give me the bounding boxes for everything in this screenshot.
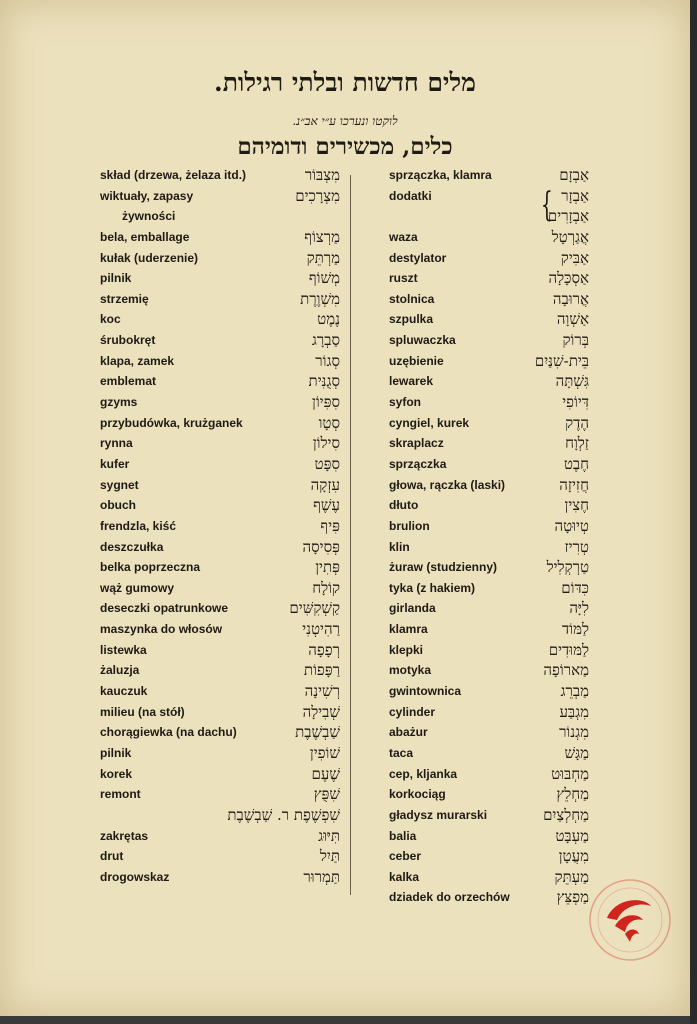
glossary-entry — [389, 517, 589, 538]
brace-symbol: { — [540, 185, 553, 225]
glossary-entry — [100, 414, 340, 435]
glossary-entry — [389, 579, 589, 600]
polish-term: gwintownica — [389, 684, 461, 699]
polish-term: taca — [389, 745, 414, 760]
hebrew-term: הֶדֶק — [565, 413, 589, 432]
glossary-entry — [389, 620, 589, 641]
hebrew-term: מַחְלֵץ — [556, 785, 589, 804]
polish-term: korek — [100, 766, 133, 781]
glossary-entry — [389, 765, 589, 786]
library-stamp-icon — [585, 870, 675, 970]
polish-term: lewarek — [389, 374, 434, 389]
glossary-entry — [100, 496, 340, 517]
glossary-entry — [389, 187, 589, 208]
glossary-entry — [389, 723, 589, 744]
hebrew-term: מַחְבּוּט — [551, 764, 589, 783]
hebrew-term: נֶמֶט — [317, 310, 340, 329]
glossary-entry — [100, 310, 340, 331]
polish-term: drut — [100, 849, 124, 864]
polish-term: dodatki — [389, 188, 432, 203]
polish-term: klepki — [389, 642, 424, 657]
glossary-entry — [100, 352, 340, 373]
hebrew-term: טַרְקְלִיל — [546, 558, 589, 577]
hebrew-term: מַחְלְצַיִם — [543, 805, 589, 824]
polish-term: drogowskaz — [100, 869, 170, 884]
column-divider — [350, 175, 351, 895]
polish-term: kalka — [389, 869, 420, 884]
hebrew-term: פְּתִין — [315, 558, 340, 577]
hebrew-term: מִגְנוֹר — [559, 723, 589, 742]
glossary-entry — [100, 269, 340, 290]
hebrew-term: אַבְזָם — [559, 166, 589, 184]
polish-term: deseczki opatrunkowe — [100, 601, 229, 616]
polish-term: balia — [389, 828, 417, 843]
polish-term: spluwaczka — [389, 333, 456, 348]
polish-term: tyka (z hakiem) — [389, 580, 476, 595]
glossary-entry — [389, 641, 589, 662]
glossary-entry — [389, 868, 589, 889]
hebrew-term: מַרְתֵּק — [306, 248, 340, 267]
hebrew-term: פִּיף — [320, 516, 340, 535]
polish-term: destylator — [389, 250, 447, 265]
glossary-entry — [389, 661, 589, 682]
hebrew-term: רַהִיטְנִי — [302, 620, 340, 639]
glossary-entry — [389, 455, 589, 476]
glossary-entry — [389, 290, 589, 311]
hebrew-term: כִּדּוֹם — [561, 578, 589, 597]
hebrew-term: טְיוּטָה — [554, 516, 589, 535]
polish-term: kauczuk — [100, 684, 148, 699]
hebrew-term: שְׁבִילָה — [302, 702, 340, 721]
section-title: כלים, מכשירים ודומיהם — [237, 133, 453, 160]
hebrew-term: תַּמְרוּר — [303, 867, 340, 886]
polish-term: stolnica — [389, 291, 435, 306]
glossary-entry — [100, 331, 340, 352]
glossary-entry — [389, 228, 589, 249]
glossary-entry — [100, 207, 340, 228]
polish-term: wąż gumowy — [100, 580, 175, 595]
polish-term: gładysz murarski — [389, 807, 488, 822]
hebrew-term: מַפְצֵּץ — [556, 888, 589, 907]
hebrew-term: מְשׁוֹף — [308, 269, 340, 288]
hebrew-term: אַבְזָר — [561, 186, 589, 205]
polish-term: belka poprzeczna — [100, 560, 201, 575]
glossary-entry — [100, 827, 340, 848]
polish-term: śrubokręt — [100, 333, 156, 348]
hebrew-term: שֶׁעֶם — [311, 764, 340, 783]
hebrew-term: מַעְתֵּק — [554, 867, 589, 886]
polish-term: ruszt — [389, 271, 418, 286]
glossary-entry — [389, 888, 589, 909]
hebrew-term: דִּיוֹפִי — [562, 393, 589, 412]
hebrew-term: מַגָּשׁ — [564, 743, 589, 762]
glossary-entry — [100, 723, 340, 744]
polish-term: dziadek do orzechów — [389, 890, 510, 905]
hebrew-term: תִּיּוּג — [318, 826, 340, 845]
glossary-entry — [100, 847, 340, 868]
glossary-entry — [100, 372, 340, 393]
polish-term: żaluzja — [100, 663, 140, 678]
hebrew-term: לַמּוּדִים — [548, 640, 589, 659]
polish-term: sygnet — [100, 477, 139, 492]
polish-term: kułak (uderzenie) — [100, 250, 199, 265]
polish-term: syfon — [389, 395, 422, 410]
polish-term: milieu (na stół) — [100, 704, 185, 719]
glossary-entry — [389, 744, 589, 765]
hebrew-term: זַלְוָח — [565, 434, 589, 453]
hebrew-term: אַסְכָּלָה — [548, 269, 589, 288]
hebrew-term: מַארוֹפָה — [543, 661, 589, 680]
glossary-entry — [389, 372, 589, 393]
hebrew-term: חֶצִין — [564, 496, 589, 515]
polish-term: żywności — [122, 209, 176, 224]
hebrew-term: תַּיִל — [319, 847, 340, 866]
polish-term: dłuto — [389, 498, 419, 513]
hebrew-term: סְגֻנִּית — [308, 372, 340, 391]
polish-term: klamra — [389, 622, 428, 637]
glossary-entry — [389, 434, 589, 455]
glossary-entry — [389, 166, 589, 187]
glossary-entry — [100, 517, 340, 538]
polish-term: kufer — [100, 456, 130, 471]
hebrew-term: אַבְזָרִים — [547, 207, 589, 226]
polish-term: pilnik — [100, 745, 132, 760]
right-column — [389, 166, 589, 909]
glossary-entry — [389, 414, 589, 435]
polish-term: wiktuały, zapasy — [100, 188, 194, 203]
hebrew-term: סִפָּט — [314, 454, 340, 473]
hebrew-term: בֵּית-שִׁנַּיִם — [534, 351, 589, 370]
hebrew-term: אַבִּיק — [560, 248, 589, 267]
glossary-entry — [389, 310, 589, 331]
hebrew-term: מִצְבּוֹר — [304, 166, 340, 184]
glossary-entry — [389, 269, 589, 290]
polish-term: abażur — [389, 725, 428, 740]
polish-term: maszynka do włosów — [100, 622, 223, 637]
hebrew-term: גִּשְׁתָּה — [555, 372, 589, 391]
left-column — [100, 166, 340, 888]
hebrew-term: בְּרוֹק — [562, 331, 589, 350]
glossary-entry — [100, 579, 340, 600]
glossary-entry — [100, 661, 340, 682]
hebrew-term: מִגְבַּע — [559, 702, 589, 721]
glossary-entry — [100, 455, 340, 476]
hebrew-term: אַשְׁוָה — [556, 310, 589, 329]
polish-term: zakrętas — [100, 828, 149, 843]
hebrew-term: קוֹלָח — [312, 578, 340, 597]
polish-term: uzębienie — [389, 353, 444, 368]
hebrew-term: לִיָּה — [569, 599, 589, 618]
glossary-entry — [389, 207, 589, 228]
polish-term: listewka — [100, 642, 147, 657]
polish-term: gzyms — [100, 395, 138, 410]
hebrew-term: רְפָפָה — [308, 640, 340, 659]
hebrew-term: שִׁפְשֶׁפֶת ר. שַׁבְשֶׁבֶת — [227, 805, 340, 824]
glossary-entry — [100, 785, 340, 806]
hebrew-term: קַשְׁקִשִּׁים — [289, 599, 340, 618]
glossary-entry — [100, 682, 340, 703]
polish-term: skład (drzewa, żelaza itd.) — [100, 168, 247, 182]
hebrew-term: מִעֲטָן — [558, 847, 589, 866]
glossary-entry — [389, 331, 589, 352]
hebrew-term: אֲגַרְטָל — [551, 227, 589, 246]
polish-term: obuch — [100, 498, 136, 513]
glossary-entry — [389, 847, 589, 868]
hebrew-term: לַמּוֹד — [562, 620, 589, 639]
glossary-entry — [100, 765, 340, 786]
polish-term: frendzla, kiść — [100, 518, 177, 533]
hebrew-term: טְרִיז — [564, 537, 589, 556]
glossary-entry — [100, 744, 340, 765]
polish-term: chorągiewka (na dachu) — [100, 725, 237, 740]
polish-term: sprzączka — [389, 456, 447, 471]
binding-edge — [690, 0, 697, 1024]
polish-term: emblemat — [100, 374, 157, 389]
polish-term: cep, kljanka — [389, 766, 458, 781]
polish-term: głowa, rączka (laski) — [389, 477, 506, 492]
hebrew-term: רְשִׁינָה — [304, 682, 340, 701]
glossary-entry — [389, 249, 589, 270]
glossary-entry — [100, 538, 340, 559]
glossary-entry — [100, 703, 340, 724]
polish-term: żuraw (studzienny) — [389, 560, 498, 575]
glossary-entry — [100, 393, 340, 414]
glossary-entry — [100, 290, 340, 311]
hebrew-term: מִצְרָכִים — [295, 186, 340, 205]
polish-term: deszczułka — [100, 539, 164, 554]
polish-term: remont — [100, 787, 141, 802]
glossary-entry — [100, 599, 340, 620]
glossary-entry — [389, 827, 589, 848]
hebrew-term: שׁוֹפִין — [309, 743, 340, 762]
polish-term: motyka — [389, 663, 432, 678]
polish-term: bela, emballage — [100, 229, 190, 244]
polish-term: klapa, zamek — [100, 353, 175, 368]
polish-term: korkociąg — [389, 787, 446, 802]
hebrew-term: אֲרוּבָה — [552, 289, 589, 308]
hebrew-term: חֲזִיזָה — [559, 475, 589, 494]
polish-term: skraplacz — [389, 436, 444, 451]
glossary-entry — [100, 187, 340, 208]
glossary-entry — [389, 496, 589, 517]
glossary-entry — [100, 806, 340, 827]
hebrew-term: שִׁפֻּץ — [313, 785, 340, 804]
glossary-entry — [100, 166, 340, 187]
glossary-entry — [389, 682, 589, 703]
glossary-entry — [389, 703, 589, 724]
hebrew-term: סְטָו — [318, 413, 340, 432]
hebrew-term: חֶבֶט — [563, 454, 589, 473]
polish-term: cylinder — [389, 704, 436, 719]
hebrew-term: סִפִּיוֹן — [312, 393, 340, 412]
glossary-entry — [100, 558, 340, 579]
polish-term: pilnik — [100, 271, 132, 286]
glossary-entry — [389, 538, 589, 559]
polish-term: waza — [389, 229, 418, 244]
page-subtitle: לוקטו ונערכו ע״י אב״נ. — [292, 114, 398, 128]
glossary-entry — [100, 434, 340, 455]
glossary-entry — [389, 476, 589, 497]
hebrew-term: מַרְצוֹף — [304, 227, 340, 246]
hebrew-term: עִזְקָה — [310, 475, 340, 494]
hebrew-term: מִשְׁוֶרֶת — [300, 289, 340, 308]
hebrew-term: סִילוֹן — [312, 434, 340, 453]
polish-term: koc — [100, 312, 121, 327]
polish-term: sprzączka, klamra — [389, 168, 492, 182]
glossary-entry — [389, 393, 589, 414]
hebrew-term: פְּסִיסָה — [302, 537, 340, 556]
glossary-entry — [100, 228, 340, 249]
hebrew-term: סַבְרָג — [311, 331, 340, 350]
hebrew-term: סְגוֹר — [315, 351, 340, 370]
glossary-entry — [389, 599, 589, 620]
polish-term: strzemię — [100, 291, 149, 306]
glossary-entry — [389, 806, 589, 827]
glossary-entry — [100, 868, 340, 889]
glossary-entry — [389, 352, 589, 373]
glossary-entry — [100, 476, 340, 497]
polish-term: cyngiel, kurek — [389, 415, 470, 430]
polish-term: ceber — [389, 849, 422, 864]
polish-term: brulion — [389, 518, 430, 533]
hebrew-term: עֶשֶׁף — [313, 496, 340, 515]
hebrew-term: רַפָּפוֹת — [303, 661, 340, 680]
polish-term: girlanda — [389, 601, 436, 616]
polish-term: szpulka — [389, 312, 434, 327]
hebrew-term: שַׁבְשֶׁבֶת — [295, 723, 340, 742]
polish-term: rynna — [100, 436, 133, 451]
glossary-entry — [389, 558, 589, 579]
hebrew-term: מַבְרֵג — [560, 682, 589, 701]
hebrew-term: מַעְבָּט — [555, 826, 589, 845]
glossary-entry — [100, 641, 340, 662]
glossary-entry — [389, 785, 589, 806]
glossary-entry — [100, 249, 340, 270]
polish-term: klin — [389, 539, 410, 554]
glossary-entry — [100, 620, 340, 641]
page-title: מלים חדשות ובלתי רגילות. — [213, 68, 476, 97]
polish-term: przybudówka, krużganek — [100, 415, 243, 430]
